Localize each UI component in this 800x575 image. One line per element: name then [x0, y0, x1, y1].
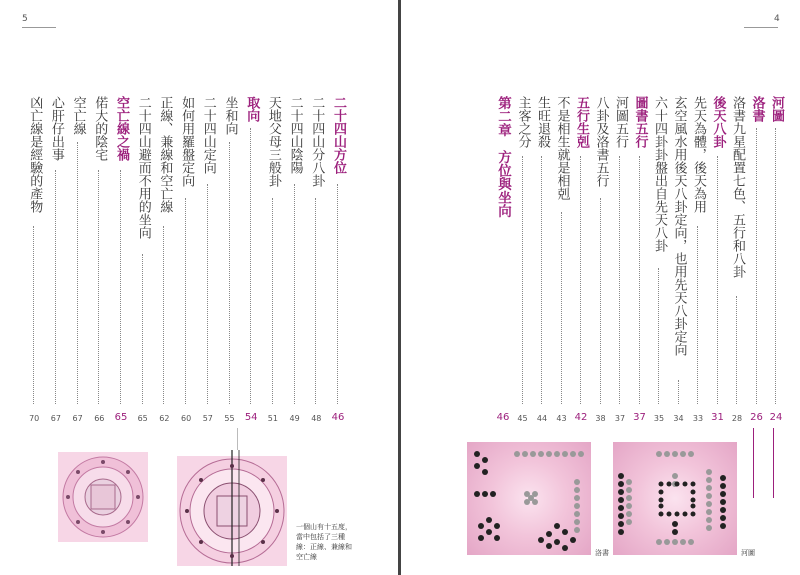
toc-page-number: 49	[289, 414, 300, 423]
toc-entry-title: 二十四山避而不用的坐向	[135, 96, 151, 239]
toc-dot-leader	[736, 296, 739, 404]
toc-entry-title: 二十四山陰陽	[287, 96, 303, 174]
left-toc-entry[interactable]	[244, 96, 258, 122]
right-header-rule	[744, 27, 778, 28]
toc-page-number: 38	[595, 414, 606, 423]
left-toc-entry[interactable]	[201, 96, 215, 174]
figure-leader-line	[237, 428, 238, 450]
right-toc-entry[interactable]	[750, 96, 764, 122]
toc-page-number: 24	[769, 412, 783, 423]
toc-entry-title: 洛書	[749, 96, 765, 122]
toc-dot-leader	[717, 156, 720, 404]
right-page-number: 4	[774, 14, 780, 24]
toc-entry-title: 二十四山定向	[200, 96, 216, 174]
toc-dot-leader	[315, 198, 318, 404]
toc-entry-title: 主客之分	[515, 96, 531, 148]
toc-dot-leader	[120, 170, 123, 404]
toc-dot-leader	[600, 198, 603, 404]
toc-entry-title: 圖書五行	[632, 96, 648, 148]
toc-dot-leader	[229, 142, 232, 404]
toc-page-number: 31	[711, 412, 724, 423]
toc-page-number: 51	[267, 414, 278, 423]
toc-entry-title: 八卦及洛書五行	[593, 96, 609, 187]
hetu-diagram	[613, 442, 737, 555]
toc-dot-leader	[658, 268, 661, 404]
toc-page-number: 54	[244, 412, 258, 423]
toc-page-number: 43	[556, 414, 567, 423]
toc-page-number: 65	[114, 412, 128, 423]
right-toc-entry[interactable]	[574, 96, 588, 148]
right-toc-entry[interactable]	[652, 96, 666, 252]
toc-page-number: 33	[692, 414, 704, 423]
toc-page-number: 66	[94, 414, 105, 423]
right-toc-entry[interactable]	[535, 96, 549, 148]
toc-page-number: 46	[331, 412, 345, 423]
toc-page-number: 60	[181, 414, 192, 423]
toc-entry-title: 二十四山方位	[331, 96, 346, 174]
figure-leader-line	[773, 428, 774, 498]
toc-entry-title: 如何用羅盤定向	[179, 96, 195, 187]
toc-page-number: 34	[673, 414, 684, 423]
right-toc-entry[interactable]	[613, 96, 627, 148]
toc-page-number: 26	[750, 412, 763, 423]
toc-page-number: 65	[137, 414, 148, 423]
toc-dot-leader	[697, 226, 700, 404]
left-toc-entry[interactable]	[92, 96, 106, 161]
figure-leader-line	[753, 428, 754, 498]
toc-dot-leader	[207, 184, 210, 404]
toc-entry-title: 空亡線	[70, 96, 86, 135]
toc-entry-title: 河圖	[769, 96, 784, 122]
toc-page-number: 46	[496, 412, 510, 423]
right-toc-entry[interactable]	[730, 96, 744, 278]
left-header-rule	[22, 27, 56, 28]
toc-dot-leader	[337, 184, 340, 404]
toc-entry-title: 不是相生就是相剋	[554, 96, 570, 200]
left-page	[0, 0, 399, 575]
toc-dot-leader	[163, 226, 166, 404]
toc-page-number: 67	[72, 414, 83, 423]
toc-page-number: 55	[224, 414, 235, 423]
toc-dot-leader	[561, 212, 564, 404]
hetu-caption: 河圖	[741, 549, 755, 557]
right-toc-entry[interactable]	[711, 96, 725, 148]
toc-entry-title: 先天為體，後天為用	[691, 96, 706, 213]
toc-dot-leader	[142, 254, 145, 404]
right-toc-entry[interactable]	[555, 96, 569, 200]
toc-entry-title: 玄空風水用後天八卦定向，也用先天八卦定向	[671, 96, 687, 356]
toc-page-number: 28	[731, 414, 743, 423]
toc-dot-leader	[272, 198, 275, 404]
toc-page-number: 45	[517, 414, 528, 423]
right-toc-entry[interactable]	[594, 96, 608, 187]
toc-entry-title: 正線、兼線和空亡線	[157, 96, 173, 213]
toc-page-number: 37	[633, 412, 646, 423]
toc-entry-title: 後天八卦	[710, 96, 726, 148]
toc-entry-title: 二十四山分八卦	[309, 96, 325, 187]
right-toc-entry[interactable]	[672, 96, 686, 356]
left-toc-entry[interactable]	[49, 96, 63, 161]
left-toc-entry[interactable]	[223, 96, 237, 135]
toc-entry-title: 六十四卦卦盤出自先天八卦	[652, 96, 667, 252]
toc-dot-leader	[522, 156, 525, 404]
toc-entry-title: 天地父母三般卦	[265, 96, 281, 187]
toc-dot-leader	[294, 184, 297, 404]
right-toc-entry[interactable]	[691, 96, 705, 213]
left-toc-entry[interactable]	[179, 96, 193, 187]
toc-entry-title: 洛書九星配置七色、五行和八卦	[730, 96, 745, 278]
toc-page-number: 42	[574, 412, 588, 423]
toc-dot-leader	[185, 198, 188, 404]
toc-entry-title: 凶亡線是經驗的產物	[27, 96, 43, 213]
right-toc-entry[interactable]	[496, 96, 510, 218]
toc-dot-leader	[33, 226, 36, 404]
toc-dot-leader	[775, 128, 778, 404]
left-toc-entry[interactable]	[266, 96, 280, 187]
toc-entry-title: 坐和向	[222, 96, 238, 135]
toc-dot-leader	[77, 142, 80, 404]
right-page	[401, 0, 800, 575]
toc-dot-leader	[756, 128, 759, 404]
toc-dot-leader	[55, 170, 58, 404]
toc-page-number: 57	[202, 414, 213, 423]
toc-dot-leader	[678, 380, 681, 404]
compass-diagram-large	[177, 448, 287, 566]
toc-entry-title: 五行生剋	[574, 96, 589, 148]
left-toc-entry[interactable]	[27, 96, 41, 213]
right-toc-entry[interactable]	[769, 96, 783, 122]
left-page-number: 5	[22, 14, 28, 24]
left-toc-entry[interactable]	[288, 96, 302, 174]
luoshu-caption: 洛書	[595, 549, 609, 557]
toc-dot-leader	[639, 156, 642, 404]
left-toc-entry[interactable]	[331, 96, 345, 174]
toc-page-number: 37	[614, 414, 626, 423]
left-toc-entry[interactable]	[157, 96, 171, 213]
toc-dot-leader	[580, 156, 583, 404]
left-toc-entry[interactable]	[136, 96, 150, 239]
toc-page-number: 35	[653, 414, 665, 423]
toc-dot-leader	[250, 128, 253, 404]
toc-page-number: 70	[29, 414, 40, 423]
left-toc-entry[interactable]	[71, 96, 85, 135]
toc-dot-leader	[98, 170, 101, 404]
toc-entry-title: 偌大的陰宅	[92, 96, 108, 161]
toc-entry-title: 取向	[244, 96, 260, 122]
toc-page-number: 44	[536, 414, 548, 423]
left-toc-entry[interactable]	[114, 96, 128, 161]
left-toc-entry[interactable]	[309, 96, 323, 187]
right-toc-entry[interactable]	[633, 96, 647, 148]
toc-dot-leader	[541, 156, 544, 404]
toc-page-number: 48	[311, 414, 322, 423]
luoshu-diagram	[467, 442, 591, 555]
toc-entry-title: 第二章 方位與坐向	[495, 96, 511, 218]
toc-page-number: 67	[50, 414, 61, 423]
toc-dot-leader	[619, 156, 622, 404]
compass-diagram-small	[58, 452, 148, 542]
toc-entry-title: 生旺退殺	[535, 96, 550, 148]
toc-entry-title: 心肝仔出事	[48, 96, 64, 161]
compass-caption: 一個山有十五度，當中包括了三種線：正線、兼線和空亡線	[296, 523, 352, 561]
toc-entry-title: 河圖五行	[613, 96, 628, 148]
right-toc-entry[interactable]	[516, 96, 530, 148]
toc-entry-title: 空亡線之禍	[114, 96, 129, 161]
toc-page-number: 62	[159, 414, 170, 423]
